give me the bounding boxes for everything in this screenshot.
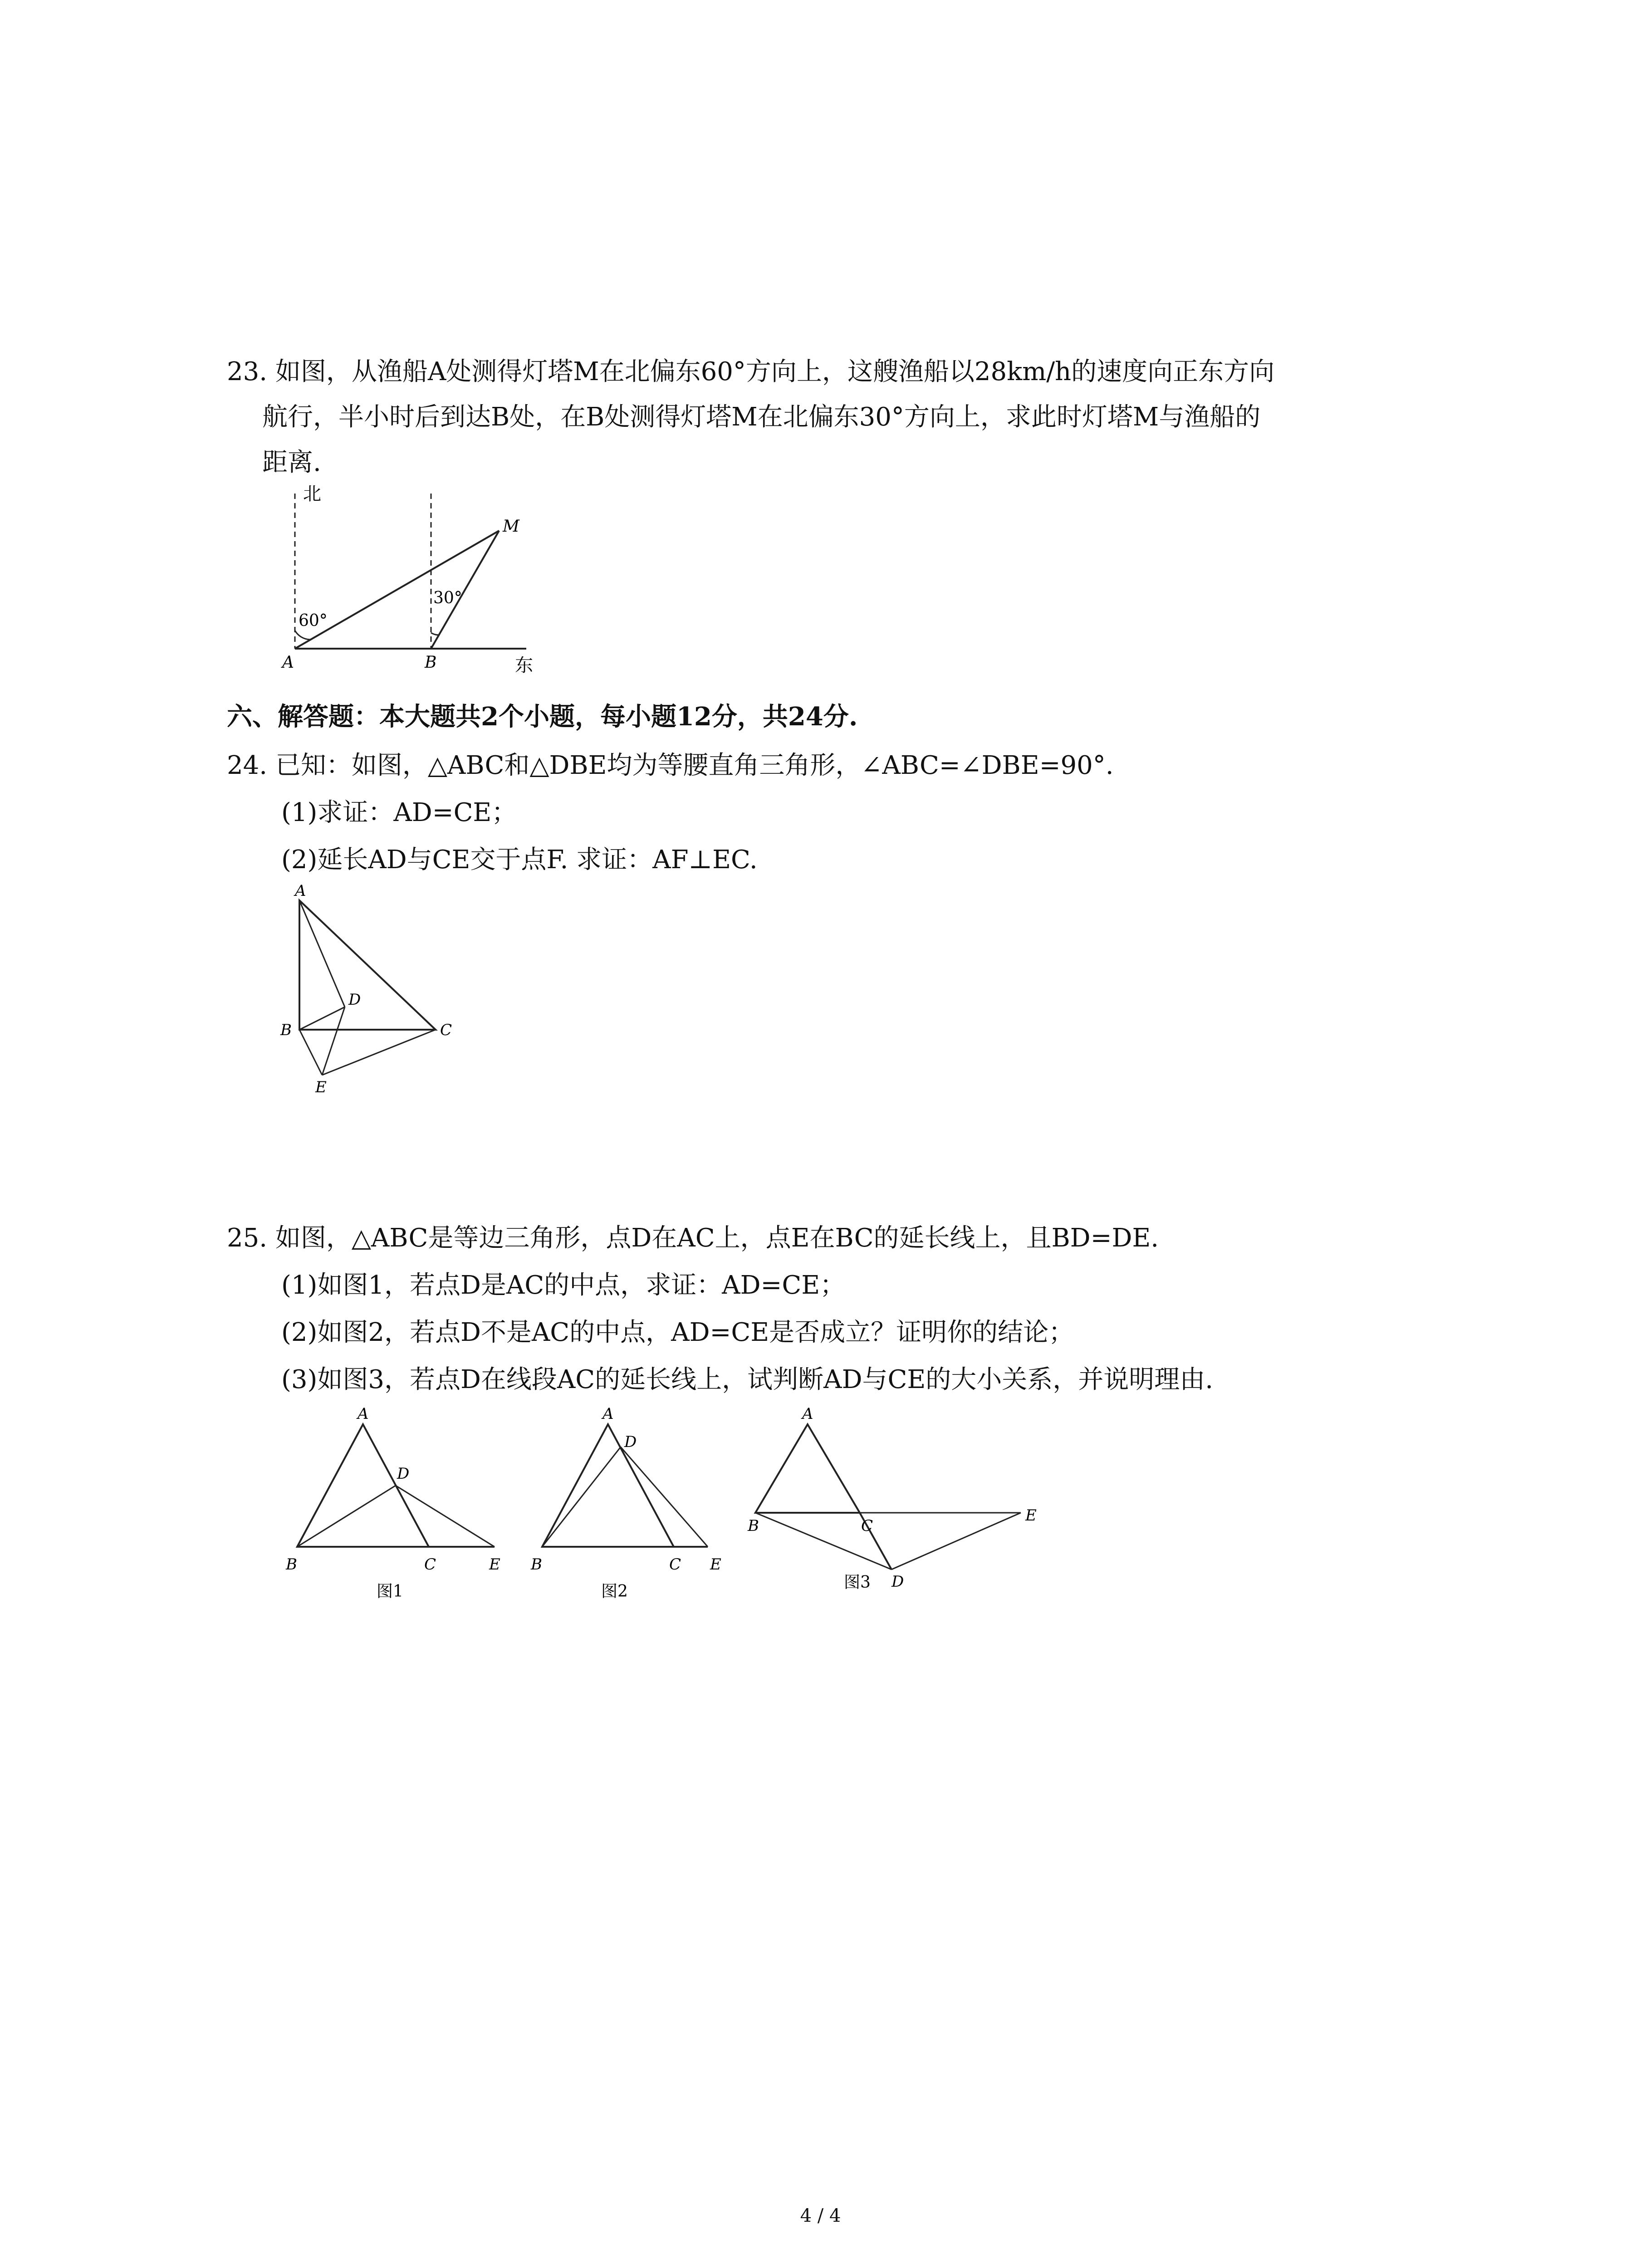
q23-label-m: M: [503, 517, 519, 536]
q25-fig3-label-d: D: [892, 1573, 904, 1591]
q25-fig1-caption: 图1: [377, 1582, 403, 1601]
q25-fig2-line-de: [621, 1447, 708, 1547]
q23-line-am: [295, 531, 499, 649]
q24-label-a: A: [295, 882, 306, 900]
section6-heading: 六、解答题：本大题共2个小题，每小题12分，共24分.: [227, 702, 858, 732]
q24-part2: (2)延长AD与CE交于点F. 求证：AF⊥EC.: [281, 845, 758, 875]
q25-fig3-label-c: C: [861, 1517, 873, 1535]
q23-text-line1: 23. 如图，从渔船A处测得灯塔M在北偏东60°方向上，这艘渔船以28km/h的速度向正东方向: [227, 357, 1275, 386]
q25-fig3-label-b: B: [748, 1517, 759, 1535]
q25-fig3-label-a: A: [802, 1405, 813, 1423]
q23-angle-arc-a: [295, 631, 310, 640]
q24-part1: (1)求证：AD=CE；: [281, 798, 517, 827]
q25-fig2-caption: 图2: [601, 1582, 628, 1601]
q25-part3: (3)如图3，若点D在线段AC的延长线上，试判断AD与CE的大小关系，并说明理由.: [281, 1365, 1214, 1394]
q25-fig1-label-a: A: [358, 1405, 369, 1423]
q25-fig2-label-b: B: [531, 1555, 542, 1574]
q25-fig1-triangle-abc: [297, 1424, 429, 1547]
q25-text-line1: 25. 如图，△ABC是等边三角形，点D在AC上，点E在BC的延长线上，且BD=DE.: [227, 1223, 1159, 1253]
q25-fig1-label-e: E: [489, 1555, 500, 1574]
q25-figure3: [744, 1402, 1053, 1606]
q23-angle-arc-b: [431, 633, 439, 635]
q25-fig1-line-bd: [297, 1486, 396, 1547]
q23-angle-b: 30°: [433, 589, 462, 607]
q24-triangle-abc: [299, 900, 436, 1030]
q24-label-c: C: [440, 1021, 452, 1039]
q24-label-d: D: [348, 991, 361, 1009]
q25-fig3-label-e: E: [1025, 1506, 1037, 1525]
q23-text-line3: 距离.: [262, 448, 321, 477]
q24-text-line1: 24. 已知：如图，△ABC和△DBE均为等腰直角三角形，∠ABC=∠DBE=90°.: [227, 751, 1114, 780]
q25-figure2: [517, 1402, 735, 1606]
page-number: 4 / 4: [800, 2205, 841, 2226]
q24-figure: [272, 880, 472, 1098]
q23-label-a: A: [282, 653, 294, 672]
q23-label-north: 北: [303, 484, 321, 504]
q25-fig2-line-bd: [542, 1447, 621, 1547]
q25-fig1-label-c: C: [424, 1555, 436, 1574]
q23-text-line2: 航行，半小时后到达B处，在B处测得灯塔M在北偏东30°方向上，求此时灯塔M与渔船的: [262, 402, 1261, 432]
q25-figure1: [272, 1402, 517, 1606]
q23-label-b: B: [425, 653, 437, 672]
q25-fig3-triangle-abc: [755, 1424, 860, 1513]
q25-fig2-label-e: E: [710, 1555, 721, 1574]
q25-part2: (2)如图2，若点D不是AC的中点，AD=CE是否成立？证明你的结论；: [281, 1318, 1074, 1347]
q25-fig1-label-d: D: [397, 1465, 410, 1483]
q25-fig3-caption: 图3: [844, 1573, 871, 1592]
q23-figure: [272, 481, 554, 689]
q24-line-ad: [299, 900, 345, 1007]
q24-label-b: B: [280, 1021, 292, 1039]
q24-line-ec: [322, 1030, 436, 1075]
q25-part1: (1)如图1，若点D是AC的中点，求证：AD=CE；: [281, 1271, 846, 1300]
q25-fig2-label-a: A: [603, 1405, 614, 1423]
q25-fig3-line-de: [892, 1513, 1021, 1569]
q25-fig1-label-b: B: [286, 1555, 297, 1574]
q24-line-be: [299, 1030, 322, 1075]
q23-angle-a: 60°: [299, 611, 328, 630]
q25-fig2-label-d: D: [624, 1433, 637, 1451]
q25-fig2-label-c: C: [669, 1555, 681, 1574]
q25-fig1-line-de: [396, 1486, 495, 1547]
q23-label-east: 东: [515, 655, 533, 676]
q24-label-e: E: [315, 1078, 327, 1096]
